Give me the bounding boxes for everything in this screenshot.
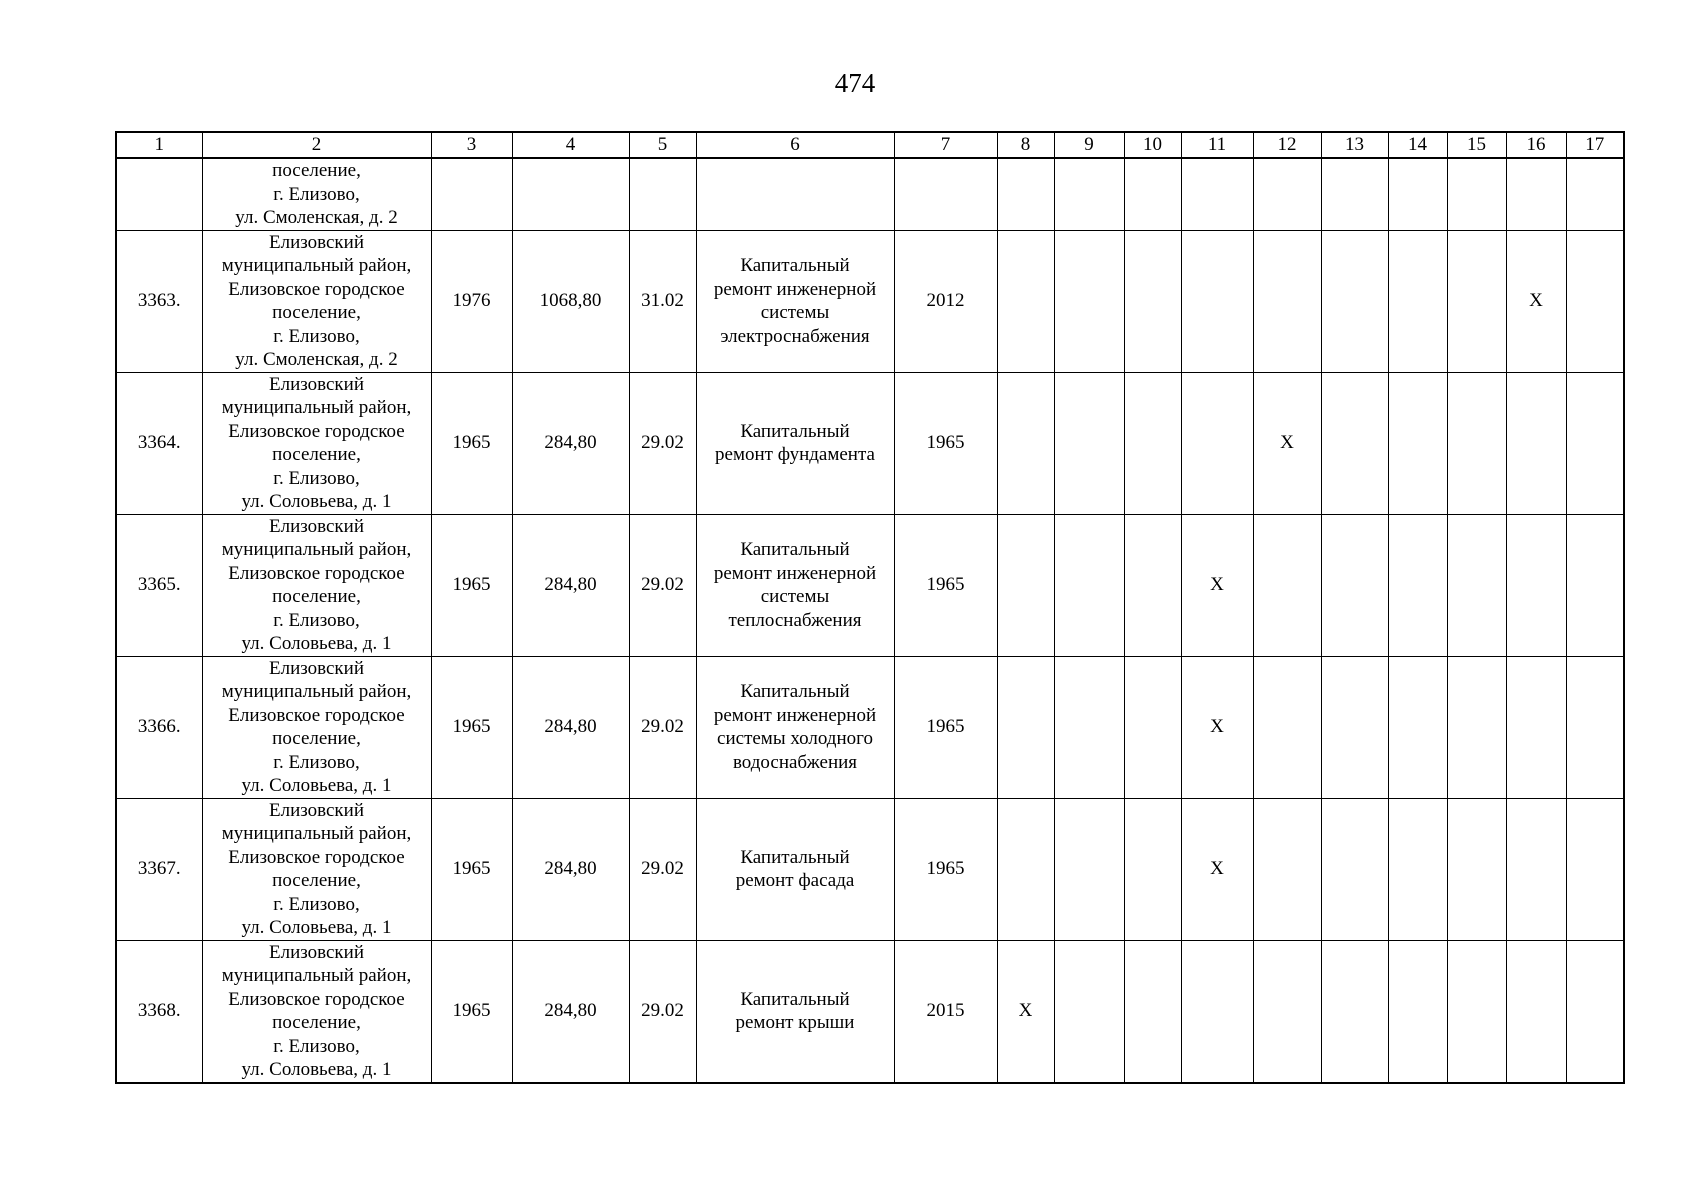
page-number: 474: [834, 68, 876, 98]
planned-year-cell: 2015: [894, 940, 997, 1083]
empty-cell-col-16: [1506, 940, 1566, 1083]
build-year-cell: 1976: [431, 230, 512, 372]
address-line: г. Елизово,: [273, 751, 360, 773]
empty-cell-col-17: [1566, 230, 1624, 372]
address-line: Елизовский: [268, 373, 364, 395]
continuation-cell-8: [997, 158, 1054, 230]
work-type-line: системы: [760, 302, 830, 323]
work-type-line: теплоснабжения: [728, 609, 862, 631]
address-line: ул. Смоленская, д. 2: [235, 207, 398, 228]
address-line: поселение,: [272, 870, 361, 891]
address-cell: [202, 372, 431, 514]
continuation-cell-5: [629, 158, 696, 230]
work-type-cell: [696, 656, 894, 798]
work-type-cell: [696, 230, 894, 372]
empty-cell-col-9: [1054, 230, 1124, 372]
address-line: муниципальный район,: [221, 255, 412, 276]
empty-cell-col-13: [1321, 798, 1388, 940]
empty-cell-col-14: [1388, 514, 1447, 656]
empty-cell-col-10: [1124, 656, 1181, 798]
address-cell: [202, 656, 431, 798]
empty-cell-col-14: [1388, 798, 1447, 940]
work-type-line: ремонт фундамента: [715, 444, 875, 465]
address-line: Елизовский: [268, 515, 364, 537]
build-year-cell: 1965: [431, 940, 512, 1083]
empty-cell-col-12: [1253, 940, 1321, 1083]
continuation-cell-7: [894, 158, 997, 230]
empty-cell-col-14: [1388, 372, 1447, 514]
empty-cell-col-10: [1124, 514, 1181, 656]
empty-cell-col-14: [1388, 656, 1447, 798]
empty-cell-col-15: [1447, 514, 1506, 656]
planned-year-cell: 1965: [894, 514, 997, 656]
address-line: поселение,: [272, 1012, 361, 1033]
work-type-line: ремонт крыши: [735, 1012, 855, 1033]
empty-cell-col-17: [1566, 372, 1624, 514]
column-number-13: 13: [1321, 132, 1388, 158]
work-type-line: ремонт инженерной: [713, 562, 877, 584]
row-number: 3364.: [116, 372, 202, 514]
empty-cell-col-15: [1447, 798, 1506, 940]
empty-cell-col-10: [1124, 940, 1181, 1083]
mark-cell-col-8: X: [997, 940, 1054, 1083]
continuation-cell-9: [1054, 158, 1124, 230]
address-line: Елизовский: [268, 941, 364, 963]
empty-cell-col-14: [1388, 940, 1447, 1083]
address-cell: [202, 230, 431, 372]
column-number-3: 3: [431, 132, 512, 158]
address-line: ул. Соловьева, д. 1: [241, 775, 392, 796]
area-cell: 1068,80: [512, 230, 629, 372]
row-number: 3365.: [116, 514, 202, 656]
planned-year-cell: 1965: [894, 372, 997, 514]
planned-year-cell: 1965: [894, 656, 997, 798]
row-number: 3368.: [116, 940, 202, 1083]
build-year-cell: 1965: [431, 514, 512, 656]
address-line: муниципальный район,: [221, 965, 412, 986]
address-line: Елизовское городское: [228, 988, 405, 1010]
area-cell: 284,80: [512, 940, 629, 1083]
planned-year-cell: 1965: [894, 798, 997, 940]
empty-cell-col-14: [1388, 230, 1447, 372]
column-number-16: 16: [1506, 132, 1566, 158]
column-number-7: 7: [894, 132, 997, 158]
work-type-line: Капитальный: [740, 988, 850, 1010]
address-line: г. Елизово,: [273, 609, 360, 631]
empty-cell-col-10: [1124, 798, 1181, 940]
empty-cell-col-12: [1253, 656, 1321, 798]
column-number-10: 10: [1124, 132, 1181, 158]
work-type-cell: [696, 940, 894, 1083]
work-type-line: ремонт инженерной: [713, 278, 877, 300]
address-line: Елизовский: [268, 657, 364, 679]
row-number: 3367.: [116, 798, 202, 940]
address-line: г. Елизово,: [273, 893, 360, 915]
empty-cell-col-15: [1447, 940, 1506, 1083]
address-line: ул. Смоленская, д. 2: [235, 349, 398, 370]
empty-cell-col-8: [997, 656, 1054, 798]
code-cell: 29.02: [629, 372, 696, 514]
empty-cell-col-16: [1506, 656, 1566, 798]
planned-year-cell: 2012: [894, 230, 997, 372]
empty-cell-col-9: [1054, 656, 1124, 798]
address-cell: [202, 798, 431, 940]
address-line: Елизовский: [268, 231, 364, 253]
empty-cell-col-9: [1054, 372, 1124, 514]
continuation-cell-15: [1447, 158, 1506, 230]
empty-cell-col-10: [1124, 230, 1181, 372]
address-line: Елизовский: [268, 799, 364, 821]
table-row: [116, 372, 1624, 514]
address-line: г. Елизово,: [273, 325, 360, 347]
address-line: поселение,: [272, 160, 361, 181]
build-year-cell: 1965: [431, 798, 512, 940]
table-row: [116, 940, 1624, 1083]
empty-cell-col-13: [1321, 940, 1388, 1083]
empty-cell-col-12: [1253, 514, 1321, 656]
empty-cell-col-17: [1566, 656, 1624, 798]
address-line: муниципальный район,: [221, 397, 412, 418]
column-number-2: 2: [202, 132, 431, 158]
empty-cell-col-9: [1054, 940, 1124, 1083]
address-line: Елизовское городское: [228, 420, 405, 442]
code-cell: 29.02: [629, 940, 696, 1083]
empty-cell-col-15: [1447, 656, 1506, 798]
empty-cell-col-12: [1253, 798, 1321, 940]
continuation-cell-13: [1321, 158, 1388, 230]
work-type-line: системы: [760, 586, 830, 607]
column-number-8: 8: [997, 132, 1054, 158]
continuation-cell-16: [1506, 158, 1566, 230]
work-type-cell: [696, 372, 894, 514]
column-number-11: 11: [1181, 132, 1253, 158]
work-type-line: Капитальный: [740, 420, 850, 442]
address-line: поселение,: [272, 444, 361, 465]
empty-cell-col-16: [1506, 372, 1566, 514]
code-cell: 29.02: [629, 798, 696, 940]
empty-cell-col-17: [1566, 514, 1624, 656]
address-line: Елизовское городское: [228, 278, 405, 300]
continuation-cell-4: [512, 158, 629, 230]
mark-cell-col-11: X: [1181, 656, 1253, 798]
address-line: ул. Соловьева, д. 1: [241, 491, 392, 512]
address-cell: [202, 940, 431, 1083]
work-type-line: Капитальный: [740, 681, 850, 702]
area-cell: 284,80: [512, 372, 629, 514]
address-line: муниципальный район,: [221, 681, 412, 702]
mark-cell-col-16: X: [1506, 230, 1566, 372]
continuation-cell-2: [202, 158, 431, 230]
address-line: муниципальный район,: [221, 539, 412, 560]
build-year-cell: 1965: [431, 372, 512, 514]
address-line: г. Елизово,: [273, 183, 360, 205]
empty-cell-col-9: [1054, 798, 1124, 940]
continuation-cell-14: [1388, 158, 1447, 230]
header-row: [116, 132, 1624, 158]
continuation-cell-11: [1181, 158, 1253, 230]
address-line: ул. Соловьева, д. 1: [241, 917, 392, 938]
code-cell: 31.02: [629, 230, 696, 372]
column-number-14: 14: [1388, 132, 1447, 158]
work-type-line: электроснабжения: [720, 325, 870, 347]
code-cell: 29.02: [629, 656, 696, 798]
continuation-cell-3: [431, 158, 512, 230]
empty-cell-col-9: [1054, 514, 1124, 656]
table-row: [116, 656, 1624, 798]
row-number: 3363.: [116, 230, 202, 372]
work-type-line: Капитальный: [740, 846, 850, 868]
work-type-line: Капитальный: [740, 255, 850, 276]
address-line: поселение,: [272, 586, 361, 607]
work-type-cell: [696, 514, 894, 656]
address-line: поселение,: [272, 302, 361, 323]
row-number: 3366.: [116, 656, 202, 798]
code-cell: 29.02: [629, 514, 696, 656]
address-line: Елизовское городское: [228, 562, 405, 584]
mark-cell-col-12: X: [1253, 372, 1321, 514]
address-line: ул. Соловьева, д. 1: [241, 633, 392, 654]
work-type-line: системы холодного: [717, 728, 873, 749]
continuation-cell-17: [1566, 158, 1624, 230]
address-line: муниципальный район,: [221, 823, 412, 844]
column-number-5: 5: [629, 132, 696, 158]
empty-cell-col-13: [1321, 656, 1388, 798]
address-line: г. Елизово,: [273, 1035, 360, 1057]
empty-cell-col-17: [1566, 798, 1624, 940]
column-number-17: 17: [1566, 132, 1624, 158]
continuation-cell-6: [696, 158, 894, 230]
continuation-cell-10: [1124, 158, 1181, 230]
column-number-12: 12: [1253, 132, 1321, 158]
empty-cell-col-13: [1321, 372, 1388, 514]
work-type-line: ремонт фасада: [735, 870, 855, 891]
address-line: Елизовское городское: [228, 846, 405, 868]
empty-cell-col-11: [1181, 230, 1253, 372]
empty-cell-col-8: [997, 372, 1054, 514]
registry-table: [115, 131, 1625, 1084]
work-type-line: водоснабжения: [732, 751, 858, 773]
continuation-cell-1: [116, 158, 202, 230]
continuation-row: [116, 158, 1624, 230]
mark-cell-col-11: X: [1181, 514, 1253, 656]
address-line: поселение,: [272, 728, 361, 749]
column-number-6: 6: [696, 132, 894, 158]
empty-cell-col-15: [1447, 230, 1506, 372]
column-number-15: 15: [1447, 132, 1506, 158]
empty-cell-col-17: [1566, 940, 1624, 1083]
column-number-1: 1: [116, 132, 202, 158]
empty-cell-col-16: [1506, 798, 1566, 940]
mark-cell-col-11: X: [1181, 798, 1253, 940]
empty-cell-col-15: [1447, 372, 1506, 514]
work-type-line: ремонт инженерной: [713, 704, 877, 726]
empty-cell-col-11: [1181, 940, 1253, 1083]
work-type-cell: [696, 798, 894, 940]
table-row: [116, 230, 1624, 372]
empty-cell-col-12: [1253, 230, 1321, 372]
address-cell: [202, 514, 431, 656]
column-number-9: 9: [1054, 132, 1124, 158]
table-body: [116, 132, 1624, 1083]
table-row: [116, 514, 1624, 656]
column-number-4: 4: [512, 132, 629, 158]
area-cell: 284,80: [512, 656, 629, 798]
empty-cell-col-16: [1506, 514, 1566, 656]
empty-cell-col-8: [997, 514, 1054, 656]
area-cell: 284,80: [512, 514, 629, 656]
table-row: [116, 798, 1624, 940]
build-year-cell: 1965: [431, 656, 512, 798]
empty-cell-col-8: [997, 798, 1054, 940]
continuation-cell-12: [1253, 158, 1321, 230]
work-type-line: Капитальный: [740, 539, 850, 560]
empty-cell-col-13: [1321, 514, 1388, 656]
address-line: ул. Соловьева, д. 1: [241, 1059, 392, 1080]
empty-cell-col-10: [1124, 372, 1181, 514]
area-cell: 284,80: [512, 798, 629, 940]
empty-cell-col-13: [1321, 230, 1388, 372]
empty-cell-col-8: [997, 230, 1054, 372]
address-line: г. Елизово,: [273, 467, 360, 489]
empty-cell-col-11: [1181, 372, 1253, 514]
address-line: Елизовское городское: [228, 704, 405, 726]
